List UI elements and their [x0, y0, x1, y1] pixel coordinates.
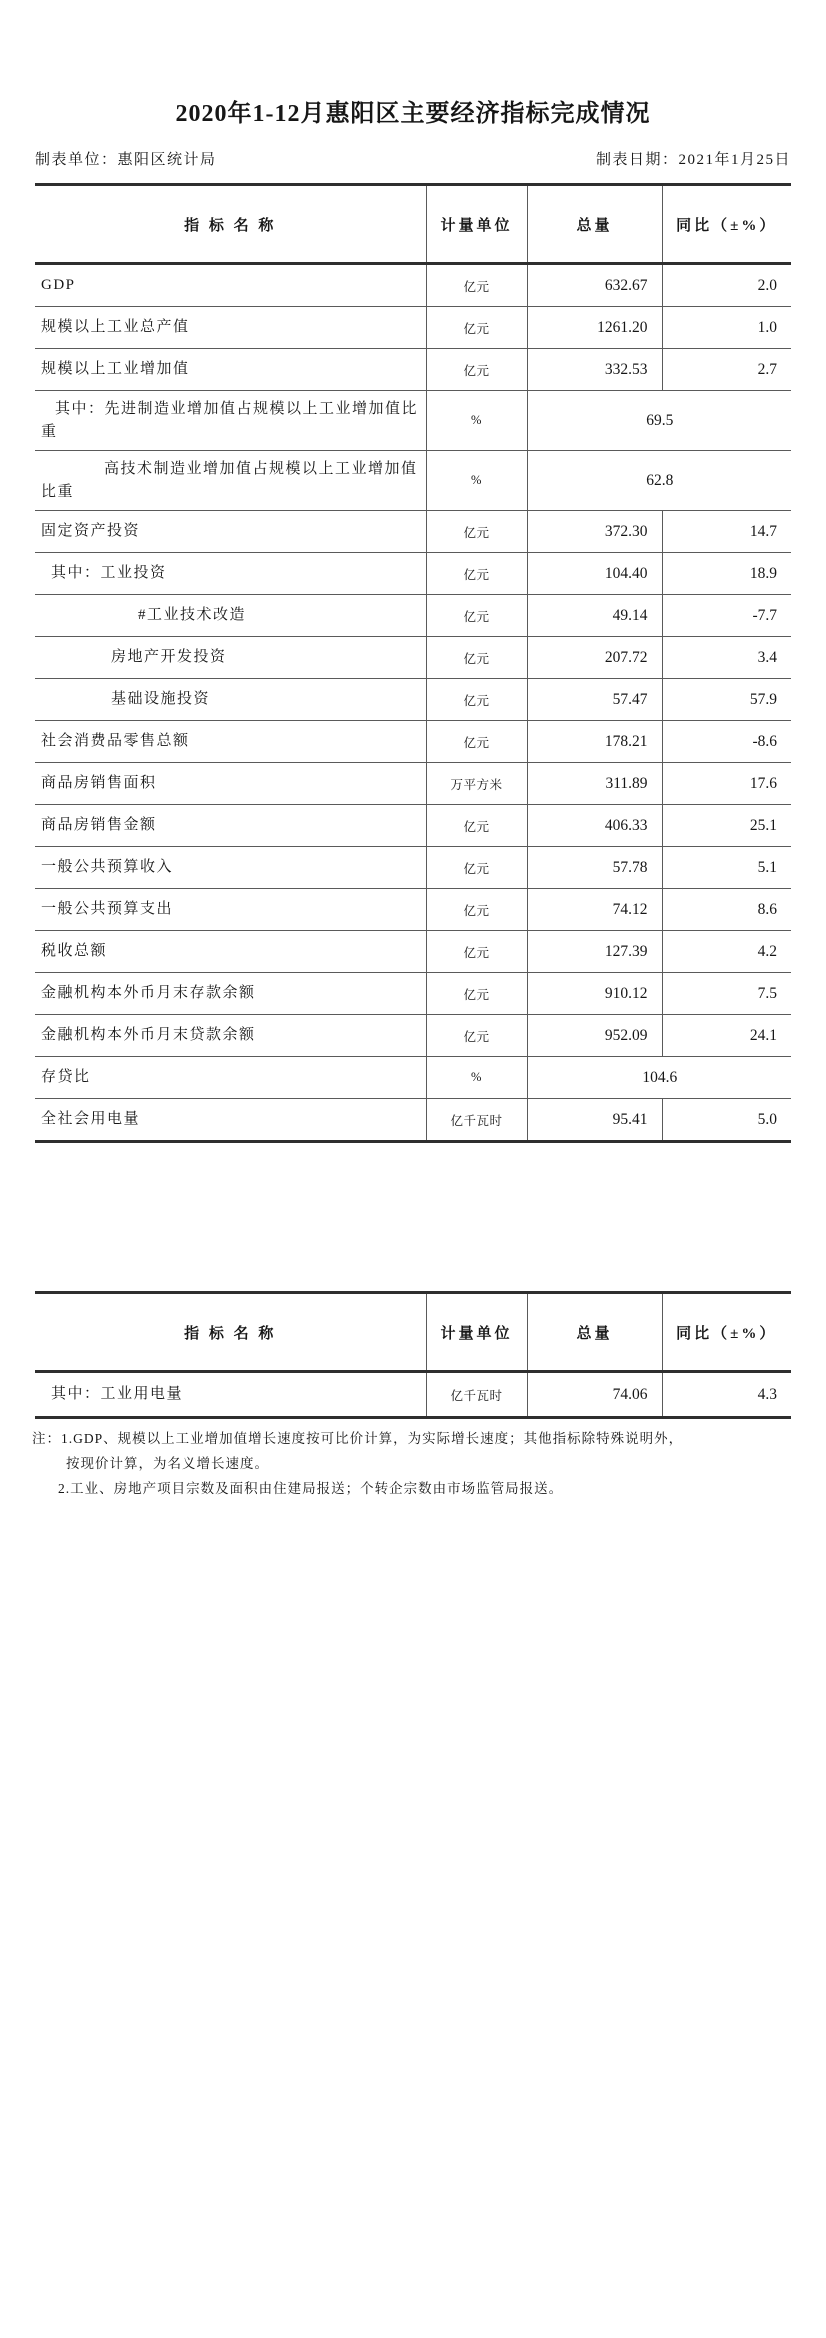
table-row — [35, 637, 791, 679]
indicator-yoy: 25.1 — [662, 805, 791, 847]
indicator-yoy: 18.9 — [662, 553, 791, 595]
indicator-name: #工业技术改造 — [35, 595, 426, 637]
indicator-total: 69.5 — [527, 391, 791, 451]
table-row — [35, 889, 791, 931]
indicator-unit: 亿元 — [426, 847, 527, 889]
indicator-name: 商品房销售面积 — [35, 763, 426, 805]
indicator-unit: 亿千瓦时 — [426, 1099, 527, 1142]
supplementary-indicators-table — [35, 1291, 791, 1419]
col-header-yoy: 同比（±%） — [662, 1293, 791, 1372]
indicator-total: 62.8 — [527, 451, 791, 511]
indicator-name: 一般公共预算收入 — [35, 847, 426, 889]
indicator-total: 49.14 — [527, 595, 662, 637]
indicator-unit: % — [426, 391, 527, 451]
table-row — [35, 973, 791, 1015]
table-row — [35, 553, 791, 595]
indicator-unit: 亿元 — [426, 511, 527, 553]
indicator-unit: 亿元 — [426, 553, 527, 595]
indicator-name: 存贷比 — [35, 1057, 426, 1099]
table-row — [35, 1099, 791, 1142]
indicator-yoy: -7.7 — [662, 595, 791, 637]
col-header-indicator-name: 指 标 名 称 — [35, 1293, 426, 1372]
col-header-yoy: 同比（±%） — [662, 185, 791, 264]
header-row — [35, 185, 791, 264]
indicator-total: 952.09 — [527, 1015, 662, 1057]
indicator-yoy: 5.1 — [662, 847, 791, 889]
indicator-total: 178.21 — [527, 721, 662, 763]
indicator-yoy: 5.0 — [662, 1099, 791, 1142]
indicator-unit: 亿元 — [426, 595, 527, 637]
indicator-yoy: -8.6 — [662, 721, 791, 763]
indicator-total: 1261.20 — [527, 307, 662, 349]
page-title: 2020年1-12月惠阳区主要经济指标完成情况 — [175, 101, 651, 127]
table-row — [35, 1372, 791, 1418]
indicator-total: 207.72 — [527, 637, 662, 679]
indicator-name: 固定资产投资 — [35, 511, 426, 553]
col-header-unit: 计量单位 — [426, 1293, 527, 1372]
indicator-unit: 万平方米 — [426, 763, 527, 805]
header-row — [35, 1293, 791, 1372]
indicator-name: 一般公共预算支出 — [35, 889, 426, 931]
indicator-name: GDP — [35, 264, 426, 307]
indicator-unit: 亿千瓦时 — [426, 1372, 527, 1418]
indicator-unit: 亿元 — [426, 805, 527, 847]
col-header-unit: 计量单位 — [426, 185, 527, 264]
indicator-yoy: 1.0 — [662, 307, 791, 349]
indicator-name: 金融机构本外币月末贷款余额 — [35, 1015, 426, 1057]
indicator-total: 406.33 — [527, 805, 662, 847]
indicator-total: 104.6 — [527, 1057, 791, 1099]
indicator-total: 632.67 — [527, 264, 662, 307]
indicator-total: 127.39 — [527, 931, 662, 973]
footnotes — [32, 1426, 794, 1501]
indicator-unit: 亿元 — [426, 721, 527, 763]
indicator-name: 商品房销售金额 — [35, 805, 426, 847]
indicator-yoy: 4.2 — [662, 931, 791, 973]
indicator-name: 其中：工业投资 — [35, 553, 426, 595]
table-row — [35, 595, 791, 637]
prepared-by-label: 制表单位：惠阳区统计局 — [35, 152, 217, 168]
footnote-line: 注：1.GDP、规模以上工业增加值增长速度按可比价计算，为实际增长速度；其他指标除特殊说明外， — [32, 1431, 684, 1446]
indicator-total: 311.89 — [527, 763, 662, 805]
col-header-total: 总量 — [527, 1293, 662, 1372]
indicator-yoy: 3.4 — [662, 637, 791, 679]
indicator-total: 95.41 — [527, 1099, 662, 1142]
col-header-indicator-name: 指 标 名 称 — [35, 185, 426, 264]
indicator-yoy: 4.3 — [662, 1372, 791, 1418]
table-row — [35, 451, 791, 511]
table-row — [35, 805, 791, 847]
indicator-total: 332.53 — [527, 349, 662, 391]
table-row — [35, 511, 791, 553]
indicator-name: 房地产开发投资 — [35, 637, 426, 679]
indicator-total: 57.47 — [527, 679, 662, 721]
indicator-total: 372.30 — [527, 511, 662, 553]
indicator-total: 57.78 — [527, 847, 662, 889]
indicator-yoy: 2.7 — [662, 349, 791, 391]
indicator-total: 74.12 — [527, 889, 662, 931]
indicator-unit: % — [426, 451, 527, 511]
indicator-name: 高技术制造业增加值占规模以上工业增加值比重 — [35, 451, 426, 511]
table-row — [35, 679, 791, 721]
indicator-total: 74.06 — [527, 1372, 662, 1418]
table-row — [35, 1057, 791, 1099]
meta-row — [35, 150, 791, 170]
indicator-name: 基础设施投资 — [35, 679, 426, 721]
indicator-yoy: 2.0 — [662, 264, 791, 307]
indicator-name: 金融机构本外币月末存款余额 — [35, 973, 426, 1015]
table-row — [35, 349, 791, 391]
indicator-total: 910.12 — [527, 973, 662, 1015]
indicator-unit: 亿元 — [426, 349, 527, 391]
indicator-name: 全社会用电量 — [35, 1099, 426, 1142]
indicator-total: 104.40 — [527, 553, 662, 595]
indicator-yoy: 24.1 — [662, 1015, 791, 1057]
indicator-unit: 亿元 — [426, 679, 527, 721]
table-row — [35, 763, 791, 805]
table-row — [35, 307, 791, 349]
indicator-unit: 亿元 — [426, 931, 527, 973]
prepared-date-label: 制表日期：2021年1月25日 — [595, 152, 791, 168]
main-indicators-table — [35, 183, 791, 1143]
col-header-total: 总量 — [527, 185, 662, 264]
table-row — [35, 1015, 791, 1057]
indicator-unit: 亿元 — [426, 889, 527, 931]
indicator-unit: 亿元 — [426, 1015, 527, 1057]
indicator-yoy: 57.9 — [662, 679, 791, 721]
indicator-yoy: 7.5 — [662, 973, 791, 1015]
indicator-yoy: 8.6 — [662, 889, 791, 931]
indicator-name: 其中：工业用电量 — [35, 1372, 426, 1418]
table-row — [35, 721, 791, 763]
table-row — [35, 931, 791, 973]
indicator-unit: 亿元 — [426, 637, 527, 679]
table-row — [35, 847, 791, 889]
indicator-name: 社会消费品零售总额 — [35, 721, 426, 763]
indicator-name: 其中：先进制造业增加值占规模以上工业增加值比重 — [35, 391, 426, 451]
indicator-unit: 亿元 — [426, 264, 527, 307]
footnote-line: 按现价计算，为名义增长速度。 — [66, 1456, 269, 1471]
table-row — [35, 264, 791, 307]
indicator-unit: % — [426, 1057, 527, 1099]
indicator-name: 税收总额 — [35, 931, 426, 973]
indicator-yoy: 14.7 — [662, 511, 791, 553]
indicator-name: 规模以上工业增加值 — [35, 349, 426, 391]
footnote-line: 2.工业、房地产项目宗数及面积由住建局报送；个转企宗数由市场监管局报送。 — [58, 1481, 564, 1496]
indicator-unit: 亿元 — [426, 973, 527, 1015]
indicator-name: 规模以上工业总产值 — [35, 307, 426, 349]
table-row — [35, 391, 791, 451]
indicator-unit: 亿元 — [426, 307, 527, 349]
indicator-yoy: 17.6 — [662, 763, 791, 805]
